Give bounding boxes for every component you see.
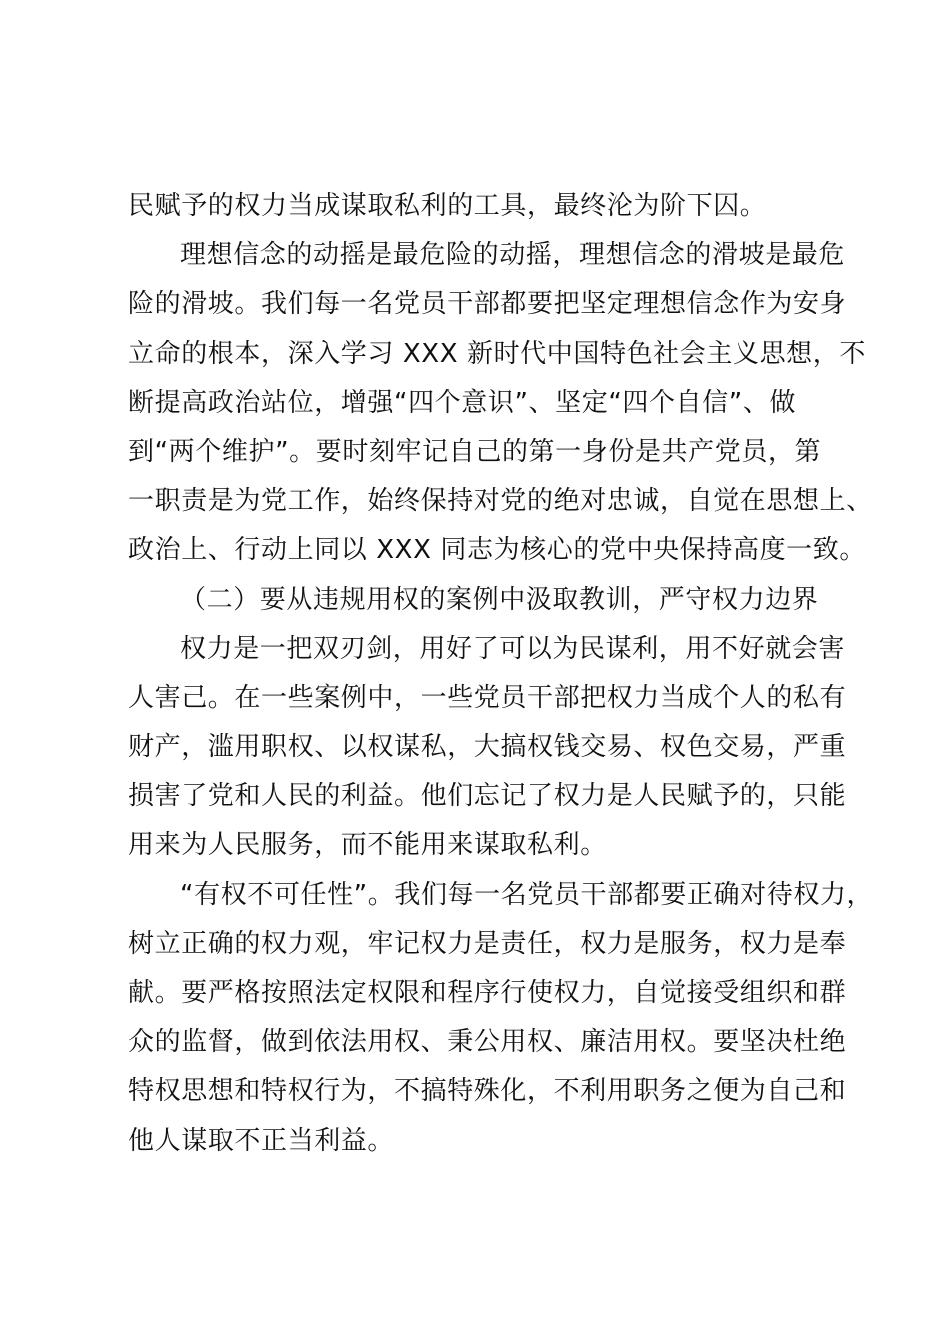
text-line: 财产，滥用职权、以权谋私，大搞权钱交易、权色交易，严重	[128, 732, 847, 763]
paragraph-start-line: 理想信念的动摇是最危险的动摇，理想信念的滑坡是最危	[180, 240, 846, 271]
text-line: 众的监督，做到依法用权、秉公用权、廉洁用权。要坚决杜绝	[128, 1027, 847, 1058]
section-heading: （二）要从违规用权的案例中汲取教训，严守权力边界	[180, 584, 819, 615]
body-text	[128, 182, 874, 1166]
text-line: 一职责是为党工作，始终保持对党的绝对忠诚，自觉在思想上、	[128, 486, 873, 517]
text-line: 立命的根本，深入学习 XXX 新时代中国特色社会主义思想，不	[128, 338, 866, 369]
text-line: 损害了党和人民的利益。他们忘记了权力是人民赋予的，只能	[128, 781, 847, 812]
text-line: 树立正确的权力观，牢记权力是责任，权力是服务，权力是奉	[128, 928, 847, 959]
text-line: 到“两个维护”。要时刻牢记自己的第一身份是共产党员，第	[128, 436, 822, 467]
text-line: 特权思想和特权行为，不搞特殊化，不利用职务之便为自己和	[128, 1076, 847, 1107]
text-line: 民赋予的权力当成谋取私利的工具，最终沦为阶下囚。	[128, 191, 767, 221]
paragraph-start-line: “有权不可任性”。我们每一名党员干部都要正确对待权力，	[180, 879, 874, 910]
text-line: 献。要严格按照法定权限和程序行使权力，自觉接受组织和群	[128, 978, 847, 1008]
text-line: 政治上、行动上同以 XXX 同志为核心的党中央保持高度一致。	[128, 535, 866, 566]
text-line: 险的滑坡。我们每一名党员干部都要把坚定理想信念作为安身	[128, 289, 847, 320]
text-line: 断提高政治站位，增强“四个意识”、坚定“四个自信”、做	[128, 387, 797, 418]
paragraph-start-line: 权力是一把双刃剑，用好了可以为民谋利，用不好就会害	[180, 633, 846, 664]
text-line: 他人谋取不正当利益。	[128, 1125, 395, 1156]
text-line: 用来为人民服务，而不能用来谋取私利。	[128, 830, 607, 861]
text-line: 人害己。在一些案例中，一些党员干部把权力当成个人的私有	[128, 682, 847, 713]
